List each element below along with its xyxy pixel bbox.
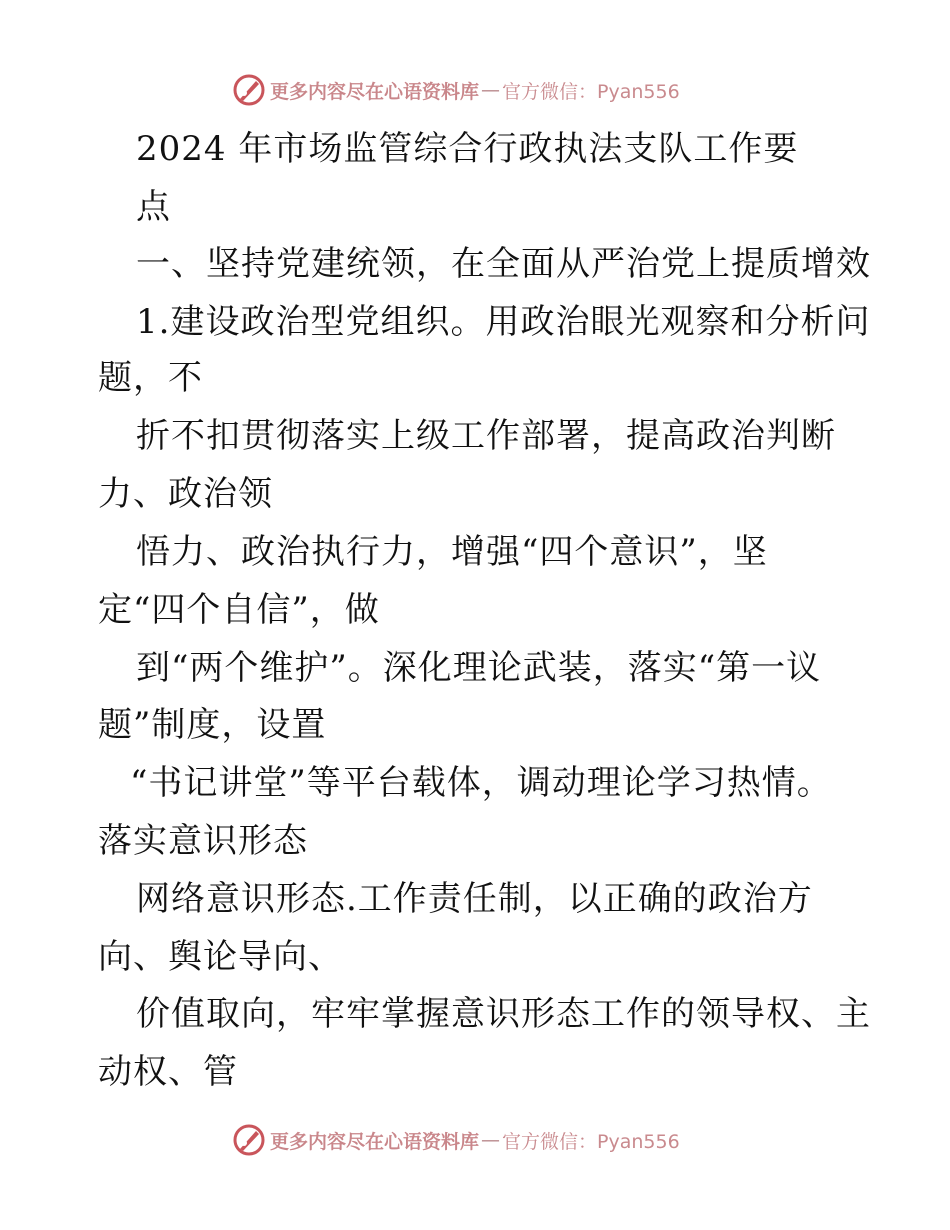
paragraph-line: 网络意识形态.工作责任制，以正确的政治方 (136, 879, 813, 919)
quill-logo-icon (232, 1123, 266, 1157)
watermark-contact: 官方微信：Pyan556 (502, 1130, 680, 1153)
paragraph-line: 价值取向，牢牢掌握意识形态工作的领导权、主 (136, 994, 871, 1034)
doc-title-line-2: 点 (136, 187, 171, 227)
paragraph-line: 1.建设政治型党组织。用政治眼光观察和分析问 (136, 302, 871, 342)
paragraph-line: 到“两个维护”。深化理论武装，落实“第一议 (136, 648, 822, 688)
section-heading: 一、坚持党建统领，在全面从严治党上提质增效 (136, 244, 871, 284)
watermark-separator: — (481, 79, 501, 101)
header-watermark (232, 72, 680, 108)
paragraph-line: 落实意识形态 (98, 821, 308, 861)
paragraph-line: 折不扣贯彻落实上级工作部署，提高政治判断 (136, 416, 836, 456)
paragraph-line: 向、舆论导向、 (98, 937, 343, 977)
watermark-brand: 更多内容尽在心语资料库 (270, 1130, 480, 1153)
watermark-brand: 更多内容尽在心语资料库 (270, 80, 480, 103)
paragraph-line: 力、政治领 (98, 474, 273, 514)
paragraph-line: 定“四个自信”，做 (98, 590, 380, 630)
paragraph-line: 题”制度，设置 (98, 705, 327, 745)
paragraph-line: “书记讲堂”等平台载体，调动理论学习热情。 (130, 763, 832, 803)
watermark-contact: 官方微信：Pyan556 (502, 80, 680, 103)
paragraph-line: 动权、管 (98, 1052, 238, 1092)
paragraph-line: 悟力、政治执行力，增强“四个意识”，坚 (136, 532, 768, 572)
footer-watermark (232, 1122, 680, 1158)
doc-title-line-1: 2024 年市场监管综合行政执法支队工作要 (136, 129, 799, 169)
watermark-separator: — (481, 1129, 501, 1151)
quill-logo-icon (232, 73, 266, 107)
paragraph-line: 题，不 (98, 358, 203, 398)
